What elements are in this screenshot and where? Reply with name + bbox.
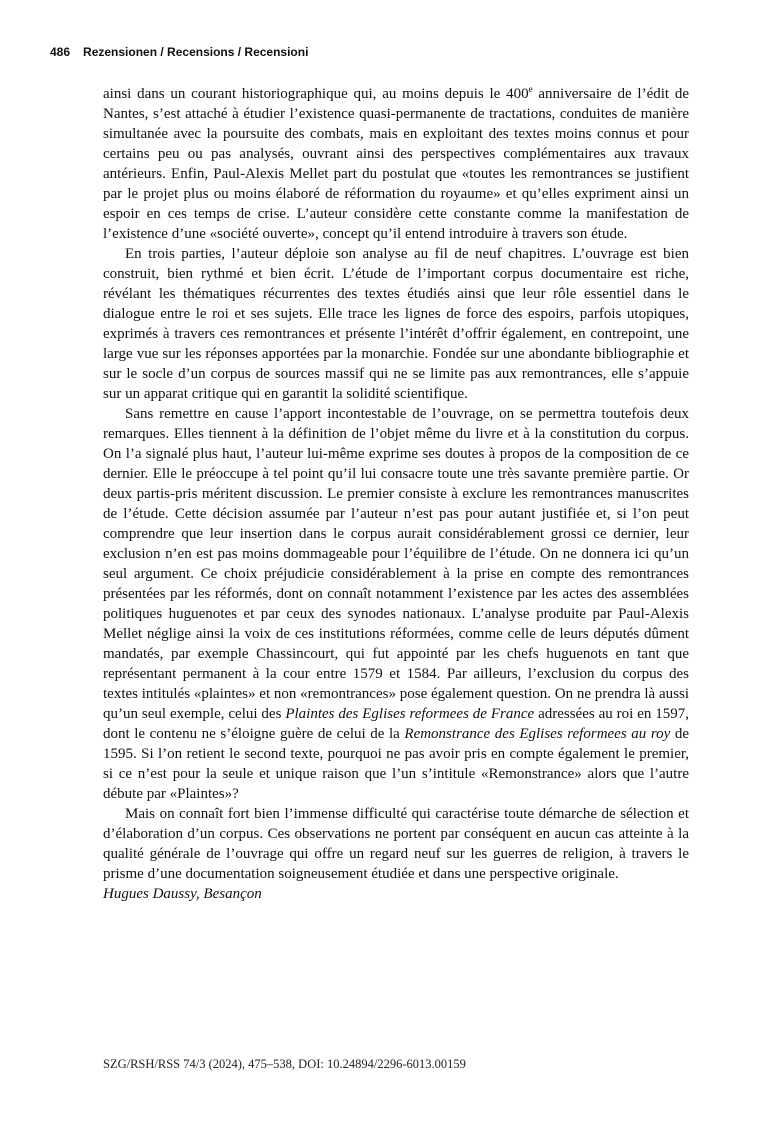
paragraph-3 [103,404,689,804]
paragraph-2: En trois parties, l’auteur déploie son analyse au fil de neuf chapitres. L’ouvrage est bien construit, bien rythmé et bien écrit. L’étude de l’important corpus documentaire est riche, révélant les thématiques récurrentes des textes étudiés ainsi que leur rôle essentiel dans le dialogue entre le roi et ses sujets. Elle trace les lignes de force des espoirs, parfois utopiques, exprimés à travers ces remontrances et présente l’intérêt d’offrir également, en contrepoint, une large vue sur les réponses apportées par la monarchie. Fondée sur une abondante bibliographie et sur le socle d’un corpus de sources massif qui ne se limite pas aux remontrances, elle s’appuie sur un apparat critique qui en garantit la solidité scientifique. [103,246,689,402]
paragraph-4: Mais on connaît fort bien l’immense difficulté qui caractérise toute démarche de sélection et d’élaboration d’un corpus. Ces observations ne portent par conséquent en aucun cas atteinte à la qualité générale de l’ouvrage qui offre un regard neuf sur les guerres de religion, à travers le prisme d’une documentation soigneusement étudiée et dans une perspective originale. [103,806,689,882]
journal-footer: SZG/RSH/RSS 74/3 (2024), 475–538, DOI: 10.24894/2296-6013.00159 [103,1057,466,1071]
review-body [103,84,689,904]
paragraph-1-text-a: ainsi dans un courant historiographique qui, au moins depuis le 400 [103,86,529,102]
ordinal-superscript: e [528,84,533,94]
paragraph-3-text-c: de 1595. Si l’on retient le second texte, pourquoi ne pas avoir pris en compte également le premier, si ce n’est pour la seule et unique raison que l’un s’intitule «Remonstrance» alors que l’autre débute par «Plaintes»? [103,726,689,802]
cited-title-plaintes: Plaintes des Eglises reformees de France [285,706,535,722]
paragraph-1 [103,84,689,244]
running-header [50,45,308,59]
paragraph-3-text-a: Sans remettre en cause l’apport incontestable de l’ouvrage, on se permettra toutefois deux remarques. Elles tiennent à la définition de l’objet même du livre et à la constitution du corpus. On l’a signalé plus haut, l’auteur lui-même exprime ses doutes à propos de la composition de ce dernier. Elle le préoccupe à tel point qu’il lui consacre toute une très savante première partie. Or deux partis-pris méritent discussion. Le premier consiste à exclure les remontrances manuscrites de l’étude. Cette décision assumée par l’auteur n’est pas pour autant justifiée et, si l’on peut comprendre que leur insertion dans le corpus aurait considérablement grossi ce dernier, leur exclusion n’en est pas moins dommageable pour l’équilibre de l’étude. On ne donnera ici qu’un seul argument. Ce choix préjudicie considérablement à la prise en compte des remontrances présentées par les réformés, dont on connaît notamment l’existence par les actes des assemblées politiques huguenotes et par ceux des synodes nationaux. L’analyse produite par Paul-Alexis Mellet néglige ainsi la voix de ces institutions réformées, comme celle de leurs députés dûment mandatés, par exemple Chassincourt, qui fut appointé par les chefs huguenots en tant que représentant permanent à la cour entre 1579 et 1584. Par ailleurs, l’exclusion du corpus des textes intitulés «plaintes» et non «remontrances» pose également question. On ne prendra là aussi qu’un seul exemple, celui des [103,406,689,722]
paragraph-3-text-b: adressées au roi en 1597, dont le contenu ne s’éloigne guère de celui de la [103,706,689,742]
section-title: Rezensionen / Recensions / Recensioni [83,45,309,59]
paragraph-1-text-b: anniversaire de l’édit de Nantes, s’est attaché à étudier l’existence quasi-permanente de tractations, conduites de manière simultanée avec la poursuite des combats, mais en exploitant des textes moins connus et pour certains peu ou pas analysés, ouvrant ainsi des perspectives complémentaires aux travaux antérieurs. Enfin, Paul-Alexis Mellet part du postulat que «toutes les remontrances se justifient par le projet plus ou moins élaboré de réformation du royaume» et qu’elles expriment ainsi un espoir en ces temps de crise. L’auteur considère cette constante comme la manifestation de l’existence d’une «société ouverte», concept qu’il entend introduire à travers son étude. [103,86,689,242]
author-signature: Hugues Daussy, Besançon [103,886,262,902]
page-number: 486 [50,45,71,59]
cited-title-remonstrance: Remonstrance des Eglises reformees au roy [404,726,671,742]
